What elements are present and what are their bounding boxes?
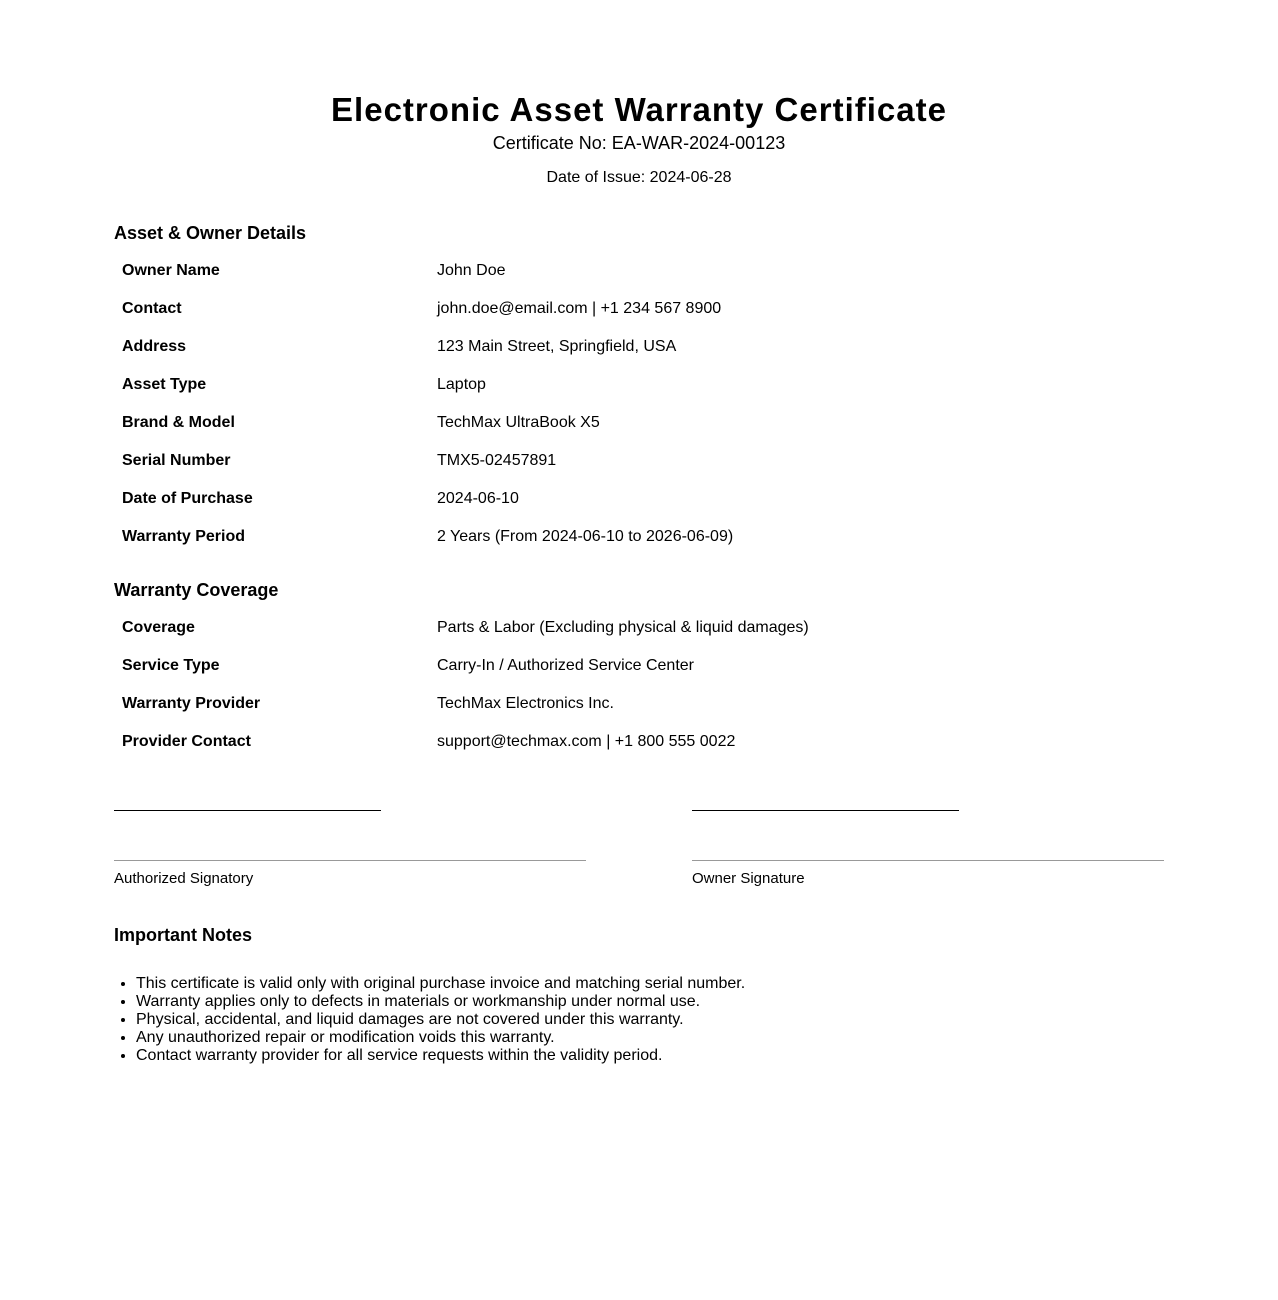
table-row bbox=[114, 290, 1164, 328]
table-row bbox=[114, 518, 1164, 556]
certificate-number: Certificate No: EA-WAR-2024-00123 bbox=[492, 133, 786, 153]
list-item: • Contact warranty provider for all service requests within the validity period. bbox=[136, 1047, 1136, 1065]
row-label: Coverage bbox=[122, 619, 195, 636]
asset-owner-table bbox=[114, 252, 1164, 556]
row-label: Asset Type bbox=[122, 376, 207, 393]
authorized-signatory-label: Authorized Signatory bbox=[114, 870, 254, 887]
table-row bbox=[114, 252, 1164, 290]
row-value: 123 Main Street, Springfield, USA bbox=[437, 338, 677, 355]
row-value: TechMax Electronics Inc. bbox=[437, 695, 614, 712]
row-value: Carry-In / Authorized Service Center bbox=[437, 657, 694, 674]
row-label: Service Type bbox=[122, 657, 220, 674]
row-value: Parts & Labor (Excluding physical & liquid damages) bbox=[437, 619, 809, 636]
owner-signature-label: Owner Signature bbox=[692, 870, 805, 887]
signature-line bbox=[692, 790, 959, 811]
row-label: Address bbox=[122, 338, 187, 355]
list-item: • Physical, accidental, and liquid damages are not covered under this warranty. bbox=[136, 1011, 1136, 1029]
row-label: Contact bbox=[122, 300, 182, 317]
signature-line bbox=[114, 790, 381, 811]
owner-signature-block bbox=[692, 790, 1164, 888]
coverage-table bbox=[114, 609, 1164, 761]
table-row bbox=[114, 404, 1164, 442]
row-label: Brand & Model bbox=[122, 414, 235, 431]
row-value: support@techmax.com | +1 800 555 0022 bbox=[437, 733, 736, 750]
signature-divider bbox=[692, 860, 1164, 861]
notes-list bbox=[114, 975, 1136, 1065]
row-value: TechMax UltraBook X5 bbox=[437, 414, 600, 431]
row-label: Provider Contact bbox=[122, 733, 251, 750]
row-value: 2024-06-10 bbox=[437, 490, 519, 507]
authorized-signature-block bbox=[114, 790, 586, 888]
notes-heading: Important Notes bbox=[114, 925, 253, 945]
table-row bbox=[114, 723, 1164, 761]
row-label: Serial Number bbox=[122, 452, 231, 469]
row-value: TMX5-02457891 bbox=[437, 452, 557, 469]
table-row bbox=[114, 328, 1164, 366]
table-row bbox=[114, 442, 1164, 480]
table-row bbox=[114, 366, 1164, 404]
row-label: Date of Purchase bbox=[122, 490, 253, 507]
row-label: Warranty Provider bbox=[122, 695, 261, 712]
row-value: Laptop bbox=[437, 376, 486, 393]
coverage-heading: Warranty Coverage bbox=[114, 580, 279, 600]
table-row bbox=[114, 609, 1164, 647]
signature-divider bbox=[114, 860, 586, 861]
row-label: Warranty Period bbox=[122, 528, 245, 545]
row-label: Owner Name bbox=[122, 262, 220, 279]
row-value: 2 Years (From 2024-06-10 to 2026-06-09) bbox=[437, 528, 734, 545]
table-row bbox=[114, 647, 1164, 685]
table-row bbox=[114, 685, 1164, 723]
issue-date: Date of Issue: 2024-06-28 bbox=[546, 169, 732, 186]
asset-owner-heading: Asset & Owner Details bbox=[114, 223, 307, 243]
list-item: • Warranty applies only to defects in materials or workmanship under normal use. bbox=[136, 993, 1136, 1011]
list-item: • Any unauthorized repair or modification voids this warranty. bbox=[136, 1029, 1136, 1047]
table-row bbox=[114, 480, 1164, 518]
row-value: john.doe@email.com | +1 234 567 8900 bbox=[437, 300, 722, 317]
certificate-title: Electronic Asset Warranty Certificate bbox=[331, 91, 947, 128]
list-item: • This certificate is valid only with original purchase invoice and matching serial number. bbox=[136, 975, 1136, 993]
row-value: John Doe bbox=[437, 262, 506, 279]
